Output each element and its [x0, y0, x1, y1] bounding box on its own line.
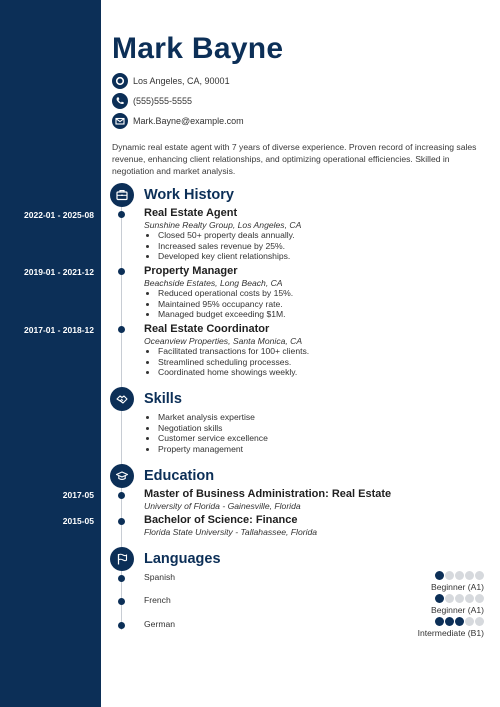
rating-pip-filled — [435, 617, 444, 626]
education-dates: 2015-05 — [62, 516, 94, 526]
language-level: Beginner (A1) — [430, 582, 484, 592]
rating-pip-filled — [445, 617, 454, 626]
briefcase-icon — [110, 183, 134, 207]
location-pin-icon — [112, 73, 128, 89]
job-title: Real Estate Agent — [144, 207, 238, 219]
timeline-dot — [118, 326, 125, 333]
section-title-languages: Languages — [144, 551, 221, 567]
rating-pip-empty — [445, 594, 454, 603]
job-dates: 2022-01 - 2025-08 — [24, 210, 94, 220]
language-name: French — [144, 595, 171, 605]
list-item: • Developed key client relationships. — [158, 251, 295, 262]
list-item: • Reduced operational costs by 15%. — [158, 288, 293, 299]
job-bullets — [144, 346, 309, 378]
job-dates: 2019-01 - 2021-12 — [24, 267, 94, 277]
job-bullets — [144, 230, 295, 262]
rating-pip-empty — [465, 617, 474, 626]
rating-pip-empty — [455, 594, 464, 603]
rating-pip-filled — [455, 617, 464, 626]
section-title-work-history: Work History — [144, 187, 234, 203]
phone-icon — [112, 93, 128, 109]
envelope-icon — [112, 113, 128, 129]
job-company: Oceanview Properties, Santa Monica, CA — [144, 336, 303, 346]
degree-title: Bachelor of Science: Finance — [144, 514, 298, 526]
profile-summary: Dynamic real estate agent with 7 years of diverse experience. Proven record of increasing sales revenue, enhancing client relationships, and optimizing operational efficiencies. Skilled in negotiation and market analysis. — [112, 142, 477, 176]
education-dates: 2017-05 — [62, 490, 94, 500]
skills-list — [144, 412, 268, 455]
list-item: • Managed budget exceeding $1M. — [158, 309, 293, 320]
left-sidebar — [0, 0, 101, 707]
list-item: • Streamlined scheduling processes. — [158, 357, 309, 368]
rating-pips — [431, 571, 484, 580]
list-item: • Customer service excellence — [158, 433, 268, 444]
job-company: Beachside Estates, Long Beach, CA — [144, 278, 283, 288]
handshake-icon — [110, 387, 134, 411]
rating-pip-filled — [435, 571, 444, 580]
language-level: Intermediate (B1) — [417, 628, 484, 638]
section-title-education: Education — [144, 468, 215, 484]
job-title: Property Manager — [144, 265, 238, 277]
language-rating — [431, 571, 484, 592]
rating-pip-empty — [465, 571, 474, 580]
timeline-dot — [118, 518, 125, 525]
job-dates: 2017-01 - 2018-12 — [24, 325, 94, 335]
timeline-dot — [118, 268, 125, 275]
rating-pip-filled — [435, 594, 444, 603]
job-company: Sunshine Realty Group, Los Angeles, CA — [144, 220, 302, 230]
list-item: • Market analysis expertise — [158, 412, 268, 423]
timeline-line — [121, 207, 122, 387]
rating-pip-empty — [455, 571, 464, 580]
job-title: Real Estate Coordinator — [144, 323, 270, 335]
timeline-dot — [118, 622, 125, 629]
contact-email — [112, 113, 244, 129]
timeline-line — [121, 410, 122, 465]
contact-location — [112, 73, 230, 89]
language-name: Spanish — [144, 572, 176, 582]
language-level: Beginner (A1) — [430, 605, 484, 615]
rating-pips — [418, 617, 484, 626]
section-title-skills: Skills — [144, 391, 182, 407]
timeline-dot — [118, 598, 125, 605]
list-item: • Closed 50+ property deals annually. — [158, 230, 295, 241]
timeline-dot — [118, 211, 125, 218]
language-rating — [418, 617, 484, 638]
timeline-dot — [118, 492, 125, 499]
rating-pip-empty — [475, 594, 484, 603]
rating-pip-empty — [475, 617, 484, 626]
list-item: • Coordinated home showings weekly. — [158, 367, 309, 378]
list-item: • Property management — [158, 444, 268, 455]
school-name: Florida State University - Tallahassee, Florida — [144, 527, 318, 537]
job-bullets — [144, 288, 293, 320]
timeline-dot — [118, 575, 125, 582]
degree-title: Master of Business Administration: Real Estate — [144, 488, 392, 500]
phone-text: (555)555-5555 — [133, 96, 193, 106]
candidate-name: Mark Bayne — [112, 32, 284, 65]
list-item: • Facilitated transactions for 100+ clients. — [158, 346, 309, 357]
rating-pips — [431, 594, 484, 603]
contact-phone — [112, 93, 192, 109]
school-name: University of Florida - Gainesville, Florida — [144, 501, 301, 511]
email-link[interactable]: Mark.Bayne@example.com — [133, 116, 244, 126]
list-item: • Maintained 95% occupancy rate. — [158, 299, 293, 310]
language-rating — [431, 594, 484, 615]
list-item: • Negotiation skills — [158, 423, 268, 434]
rating-pip-empty — [445, 571, 454, 580]
flag-icon — [110, 547, 134, 571]
language-name: German — [144, 619, 176, 629]
rating-pip-empty — [465, 594, 474, 603]
list-item: • Increased sales revenue by 25%. — [158, 241, 295, 252]
graduation-cap-icon — [110, 464, 134, 488]
rating-pip-empty — [475, 571, 484, 580]
location-text: Los Angeles, CA, 90001 — [133, 76, 230, 86]
